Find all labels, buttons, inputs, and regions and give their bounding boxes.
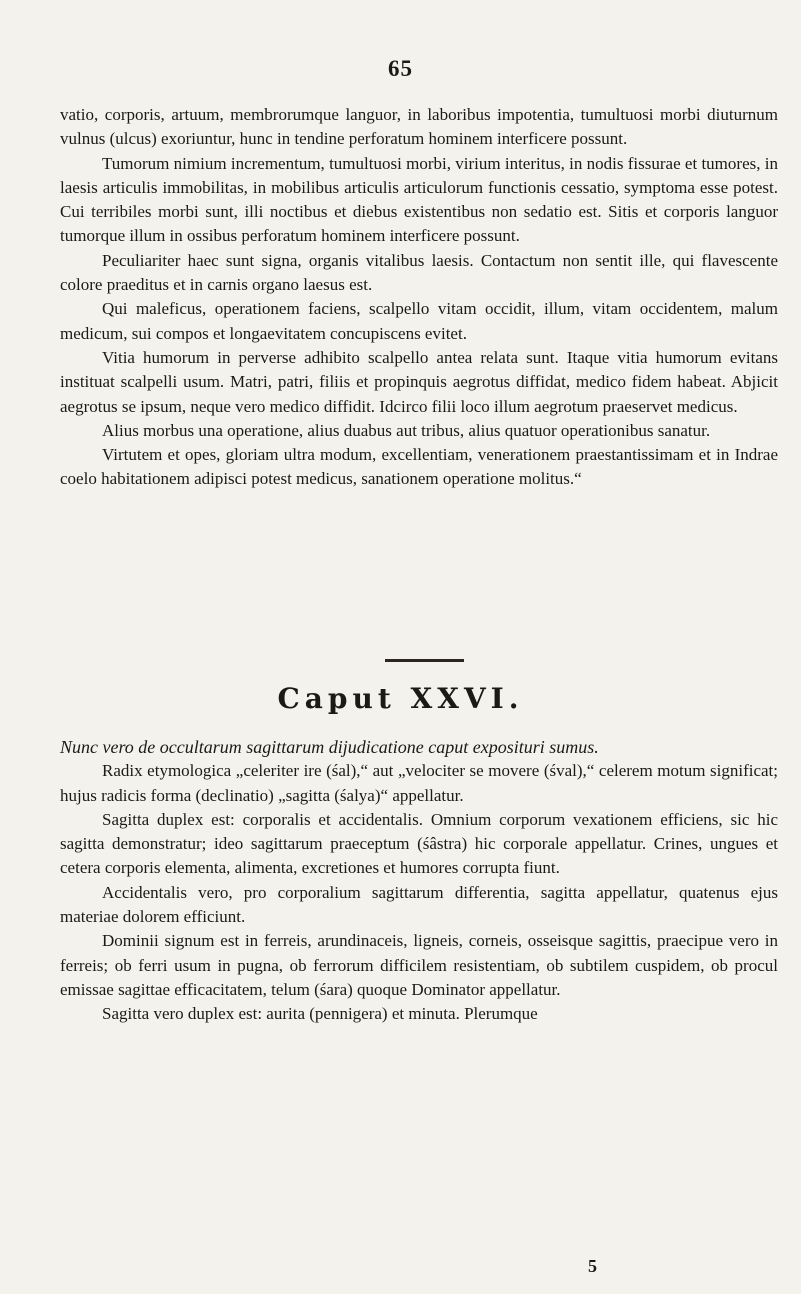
paragraph: Accidentalis vero, pro corporalium sagittarum differentia, sagitta appellatur, quatenus ejus materiae dolorem efficiunt.	[60, 882, 778, 927]
section-divider	[385, 659, 464, 662]
paragraph: Qui maleficus, operationem faciens, scalpello vitam occidit, illum, vitam occidentem, malum medicum, sui compos et longaevitatem concupiscens evitet.	[60, 299, 778, 343]
text-block-bottom	[60, 735, 778, 1027]
chapter-heading: Caput XXVI.	[277, 682, 524, 715]
text-block-top	[60, 103, 778, 492]
paragraph: Virtutem et opes, gloriam ultra modum, excellentiam, venerationem praestantissimam et in Indrae coelo habitationem adipisci potest medicus, sanationem operatione molitus.“	[60, 445, 778, 489]
chapter-intro: Nunc vero de occultarum sagittarum dijudicatione caput exposituri sumus.	[60, 737, 599, 757]
paragraph: Vitia humorum in perverse adhibito scalpello antea relata sunt. Itaque vitia humorum evitans instituat scalpelli usum. Matri, patri, filiis et propinquis aegrotus diffidat, medico fidem habeat. Abjicit aegrotus se ipsum, neque vero medico diffidit. Idcirco filii loco illum aegrotum praeservet medicus.	[60, 347, 778, 416]
paragraph: Peculiariter haec sunt signa, organis vitalibus laesis. Contactum non sentit ille, qui flavescente colore praeditus et in carnis organo laesus est.	[60, 250, 778, 295]
paragraph: Dominii signum est in ferreis, arundinaceis, ligneis, corneis, osseisque sagittis, praecipue vero in ferreis; ob ferri usum in pugna, ob ferrorum difficilem resistentiam, ob subtilem cuspidem, ob procul emissae sagittae efficacitatem, telum (śara) quoque Dominator appellatur.	[60, 931, 778, 999]
paragraph: Sagitta vero duplex est: aurita (pennigera) et minuta. Plerumque	[102, 1004, 538, 1024]
paragraph: vatio, corporis, artuum, membrorumque languor, in laboribus impotentia, tumultuosi morbi diuturnum vulnus (ulcus) exoriuntur, hunc in tendine perforatum hominem interficere possunt.	[60, 105, 778, 149]
paragraph: Alius morbus una operatione, alius duabus aut tribus, alius quatuor operationibus sanatur.	[102, 420, 711, 440]
page-number: 65	[388, 56, 413, 81]
paragraph: Sagitta duplex est: corporalis et accidentalis. Omnium corporum vexationem efficiens, sic hic sagitta demonstratur; ideo sagittarum praeceptum (śâstra) hic corporale appellatur. Crines, ungues et cetera corporis elementa, alimenta, excretiones et humores corrupta fiunt.	[60, 809, 778, 878]
signature-mark: 5	[588, 1256, 597, 1276]
paragraph: Radix etymologica „celeriter ire (śal),“ aut „velociter se movere (śval),“ celerem motum significat; hujus radicis forma (declinatio) „sagitta (śalya)“ appellatur.	[60, 761, 778, 805]
paragraph: Tumorum nimium incrementum, tumultuosi morbi, virium interitus, in nodis fissurae et tumores, in laesis articulis immobilitas, in mobilibus articulis articulorum functionis cessatio, symptoma esse potest. Cui terribiles morbi sunt, illi noctibus et diebus existentibus non sedatio est. Sitis et corporis languor tumorque illum in ossibus perforatum hominem interficere possunt.	[60, 153, 778, 246]
